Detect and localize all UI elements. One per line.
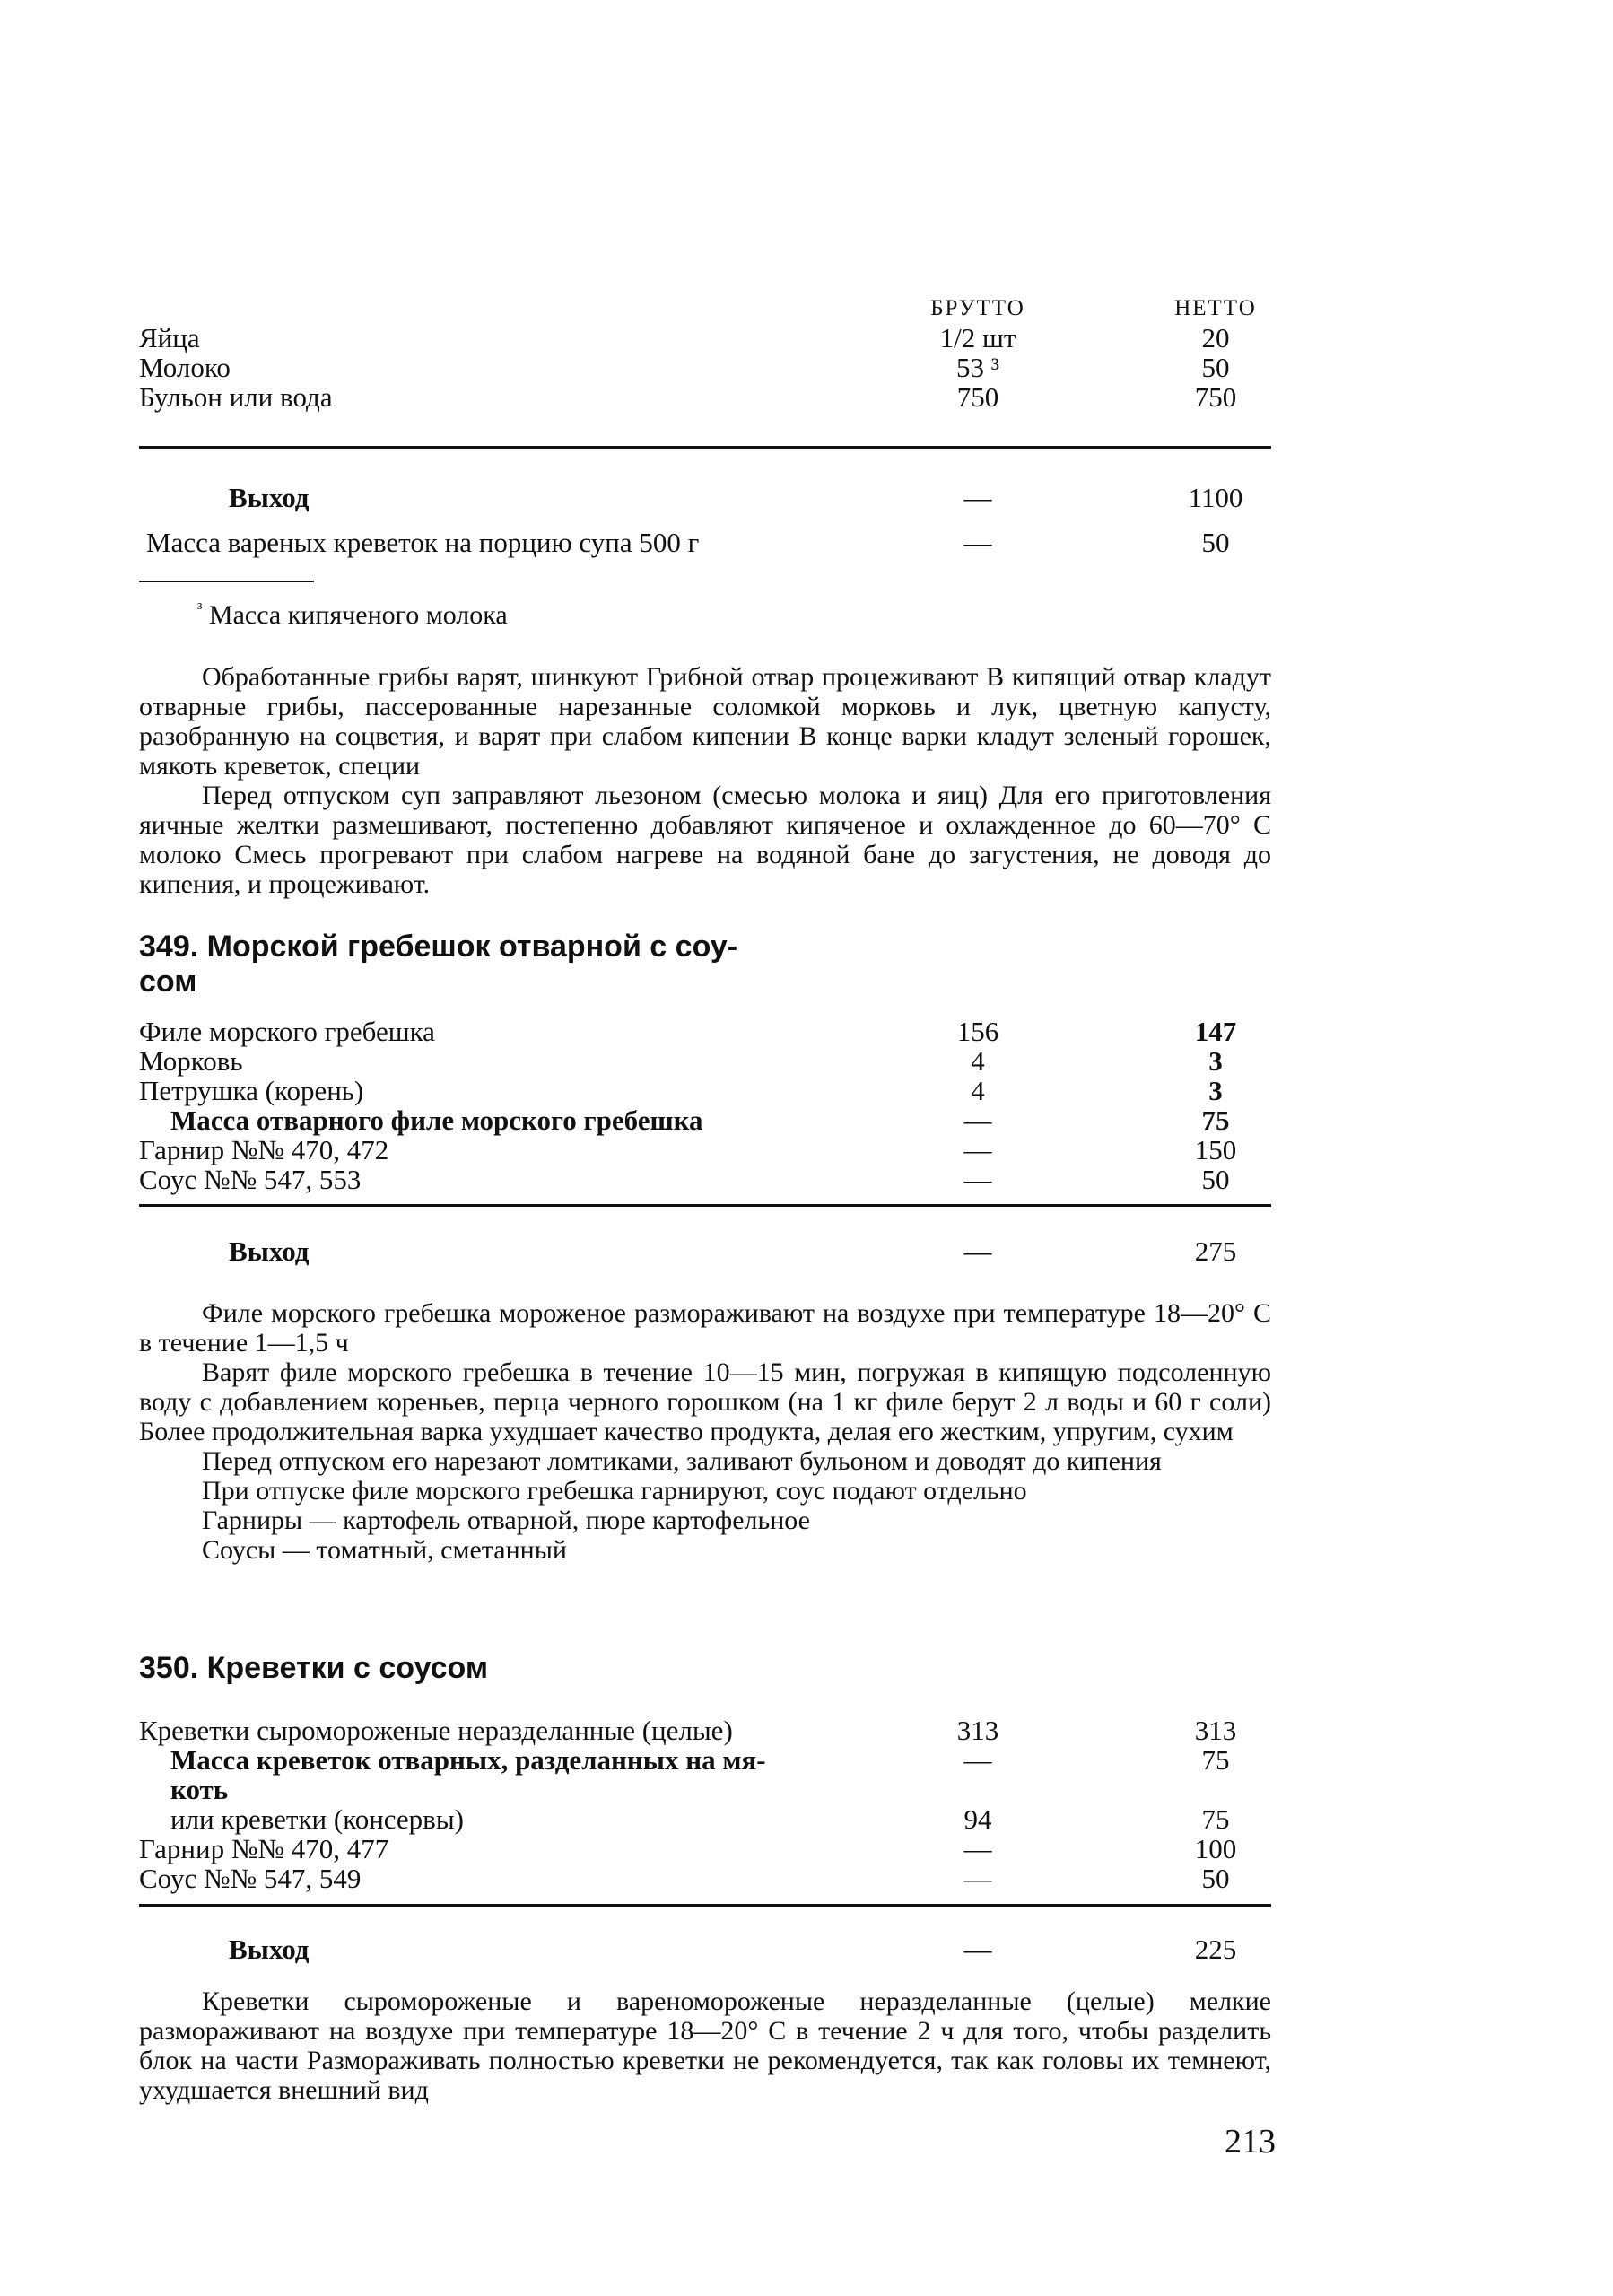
table-divider (139, 1204, 1271, 1207)
col-netto: НЕТТО (1174, 296, 1257, 320)
table-row: Петрушка (корень) 4 3 (139, 1075, 1223, 1106)
soup-instructions: Обработанные грибы варят, шинкуют Грибной отвар процеживают В кипящий отвар кладут отварные грибы, пассерованные нарезанные соломкой морковь и лук, цветную капусту, разобранную на соцветия, и варят при слабом кипении В конце варки кладут зеленый горошек, мякоть креветок, специи Перед отпуском суп заправляют льезоном (смесью молока и яиц) Для его приготовления яичные желтки размешивают, постепенно добавляют кипяченое и охлажденное до 60—70° С молоко Смесь прогревают при слабом нагреве на водяной бане до загустения, не доводя до кипения, и процеживают. (139, 662, 1271, 899)
table-row: Гарнир №№ 470, 477 — 100 (139, 1833, 1237, 1864)
table-row: Морковь 4 3 (139, 1045, 1223, 1077)
section-350-yield (139, 1934, 1271, 1964)
table-divider (139, 446, 1271, 449)
section-350-title: 350. Креветки с соусом (139, 1651, 489, 1685)
table-row: Филе морского гребешка 156 147 (139, 1016, 1237, 1047)
section-350-instructions: Креветки сыромороженые и вареномороженые неразделанные (целые) мелкие размораживают на воздухе при температуре 18—20° С в течение 2 ч для того, чтобы разделить блок на части Размораживать полностью креветки не рекомендуется, так как головы их темнеют, ухудшается внешний вид (139, 1986, 1271, 2105)
table-row: Креветки сыромороженые неразделанные (целые) 313 313 (139, 1715, 1237, 1746)
mass-row: Масса вареных креветок на порцию супа 500 г — 50 (146, 527, 1230, 558)
footnote-rule (139, 581, 314, 582)
section-349-table (139, 1017, 1271, 1194)
table-header (139, 293, 1271, 323)
table-row: Молоко 53 ³ 50 (139, 352, 1230, 383)
table-divider (139, 1904, 1271, 1907)
yield-row: Выход — 1100 (229, 482, 1243, 513)
section-349-instructions: Филе морского гребешка мороженое размораживают на воздухе при температуре 18—20° С в течение 1—1,5 ч Варят филе морского гребешка в течение 10—15 мин, погружая в кипящую подсоленную воду с добавлением кореньев, перца черного горошком (на 1 кг филе берут 2 л воды и 60 г соли) Более продолжительная варка ухудшает качество продукта, делая его жестким, упругим, сухим Перед отпуском его нарезают ломтиками, заливают бульоном и доводят до кипения При отпуске филе морского гребешка гарнируют, соус подают отдельно Гарниры — картофель отварной, пюре картофельное Соусы — томатный, сметанный (139, 1298, 1271, 1565)
table-row: Масса креветок отварных, разделанных на мя- — 75 (170, 1744, 1230, 1776)
table-row: Масса отварного филе морского гребешка — 75 (170, 1104, 1230, 1136)
page-number: 213 (1225, 2123, 1276, 2161)
footnote: $^{^3}$ Масса кипяченого молока (197, 599, 508, 630)
section-349-title: 349. Морской гребешок отварной с соу- сом (139, 930, 738, 999)
table-row: коть (170, 1774, 229, 1805)
section-350-table (139, 1715, 1271, 1893)
yield-row: Выход — 225 (229, 1934, 1237, 1965)
yield-row: Выход — 275 (229, 1235, 1237, 1267)
col-brutto: БРУТТО (930, 296, 1025, 320)
yield-block (139, 483, 1271, 557)
section-349-yield (139, 1236, 1271, 1266)
table-row: или креветки (консервы) 94 75 (170, 1803, 1230, 1835)
table-row: Бульон или вода 750 750 (139, 381, 1237, 413)
table-row: Яйца 1/2 шт 20 (139, 322, 1230, 354)
ingredients-table-top (139, 293, 1271, 412)
table-row: Гарнир №№ 470, 472 — 150 (139, 1134, 1237, 1165)
table-row: Соус №№ 547, 553 — 50 (139, 1164, 1230, 1195)
table-row: Соус №№ 547, 549 — 50 (139, 1863, 1230, 1894)
